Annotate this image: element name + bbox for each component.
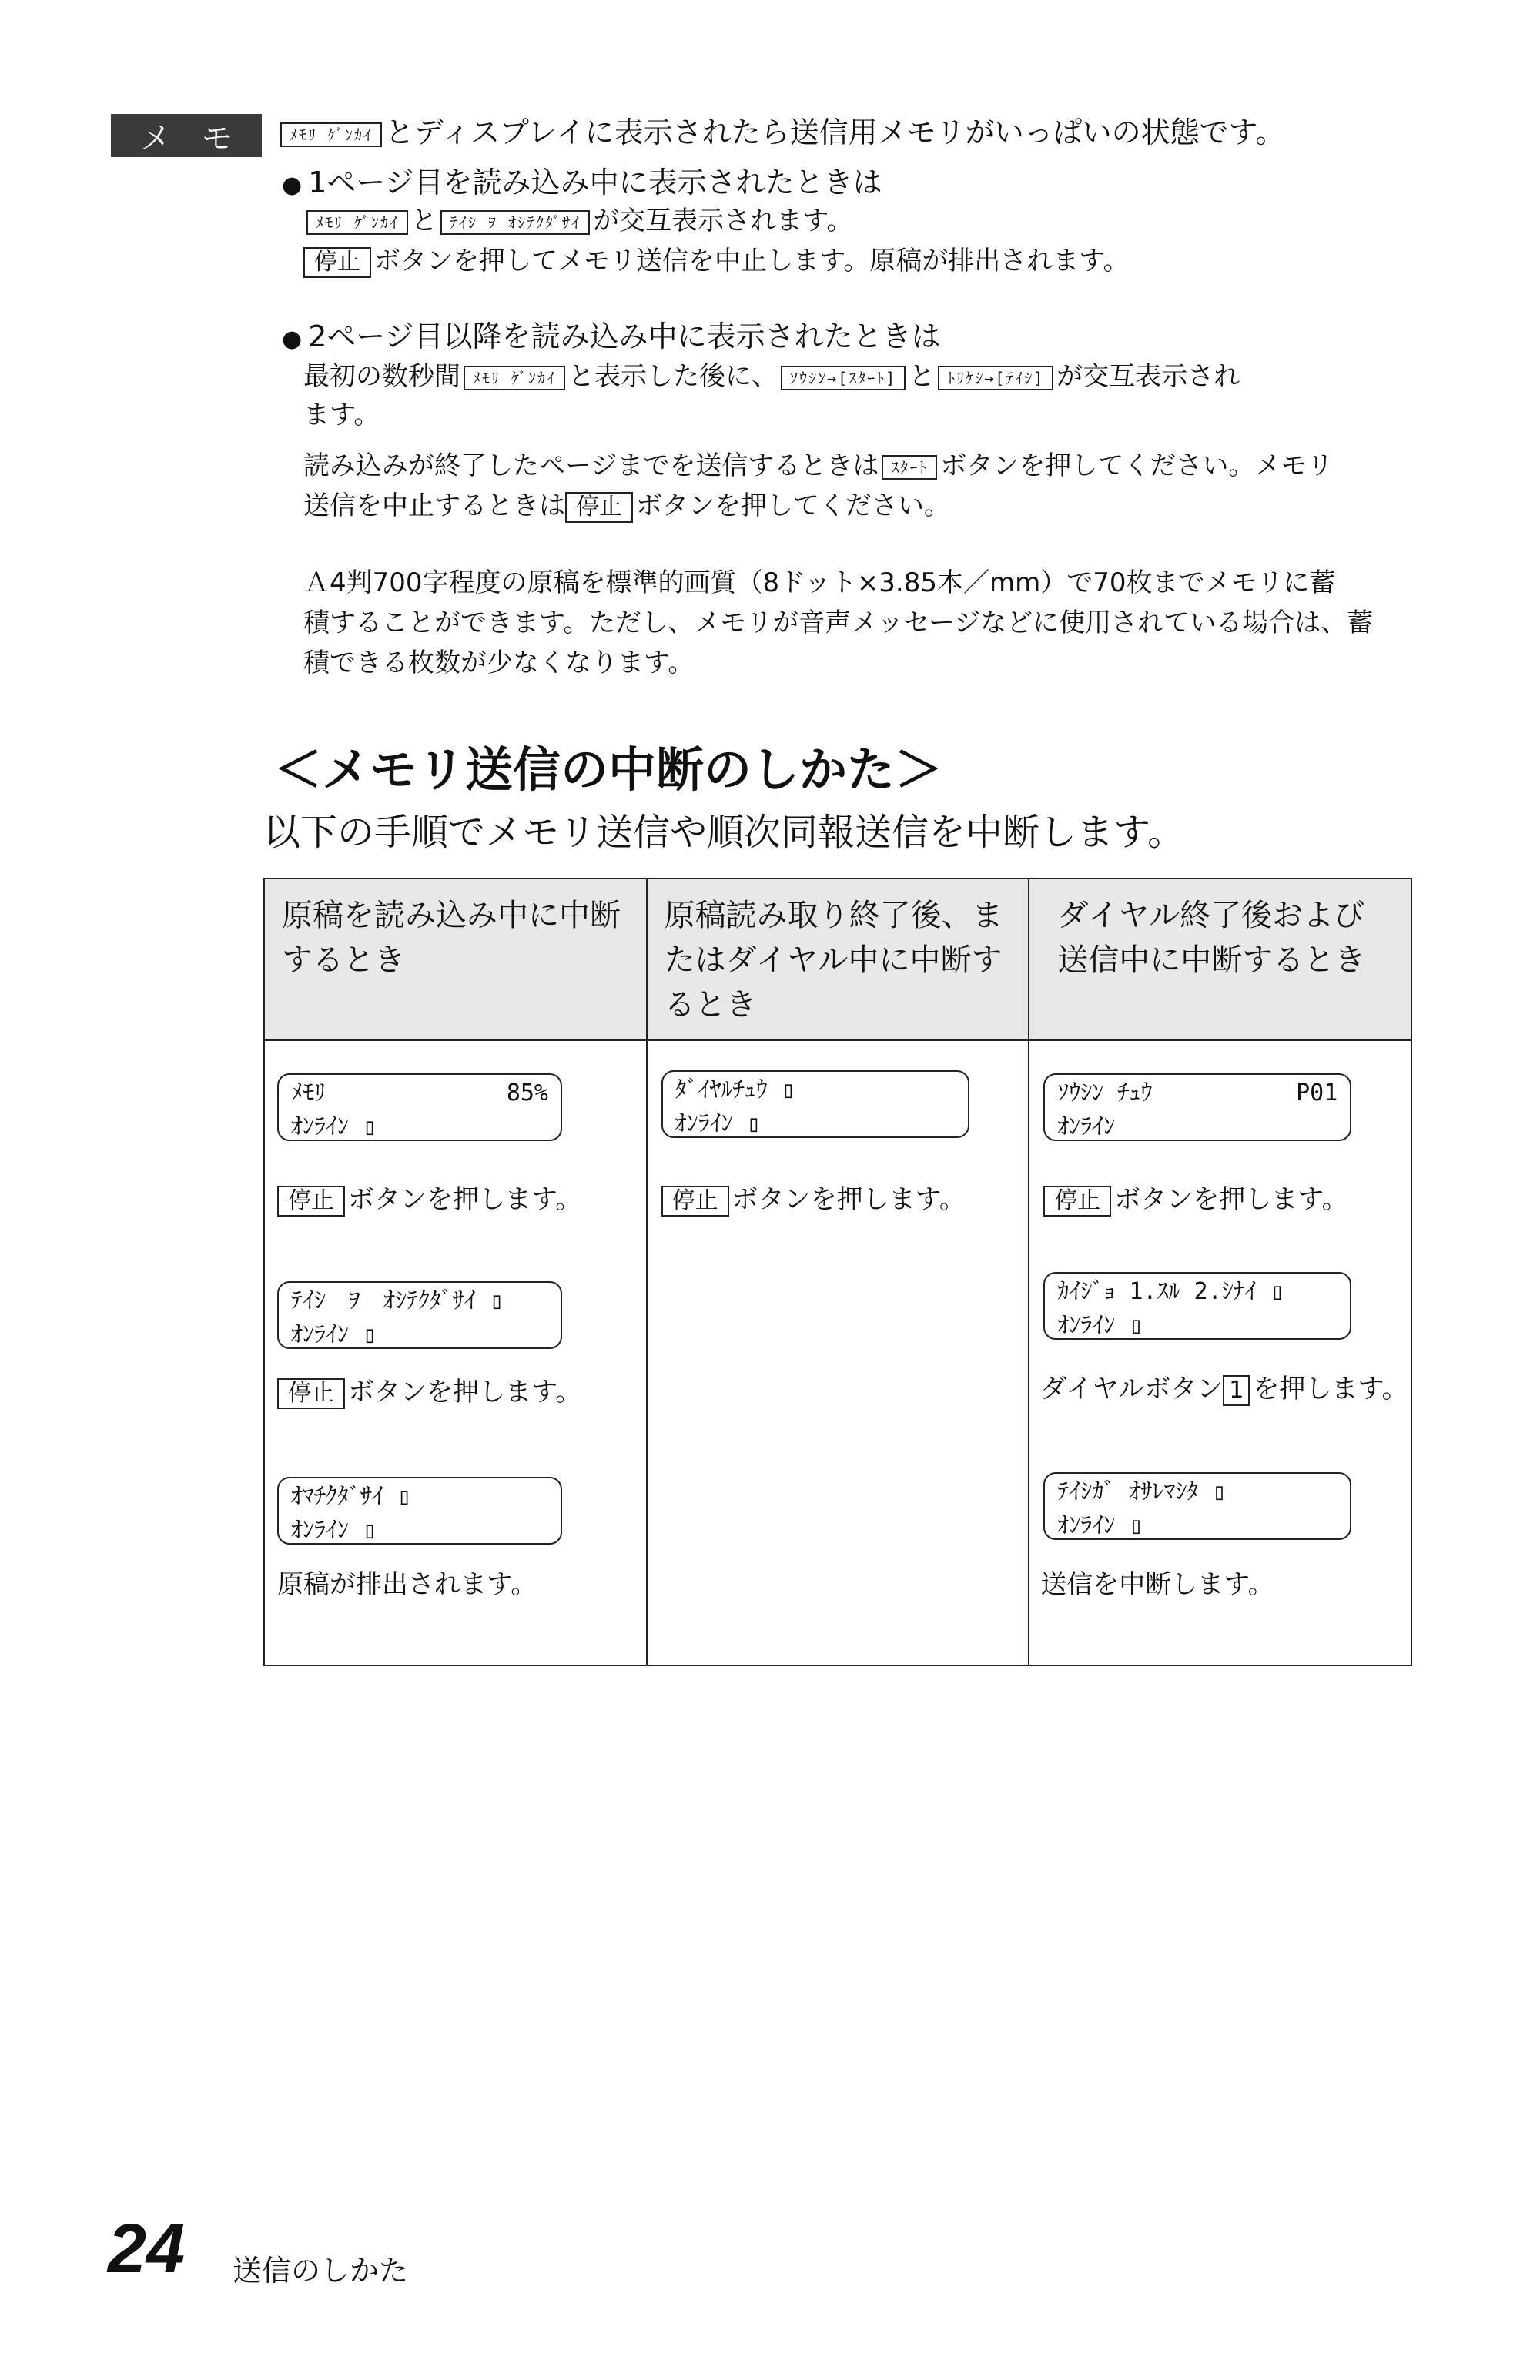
stop-button-label: 停止: [1043, 1186, 1111, 1217]
stop-button-label: 停止: [277, 1186, 345, 1217]
column-header-reading: 原稿を読み込み中に中断 するとき: [264, 879, 647, 1040]
lcd-message-box: ﾄﾘｹｼ→[ﾃｲｼ]: [938, 366, 1053, 390]
stop-button-label: 停止: [277, 1378, 345, 1409]
bullet-icon: ●: [282, 326, 303, 353]
memo-note-line3: 積できる枚数が少なくなります。: [303, 648, 695, 678]
table-body-row: [264, 1040, 1411, 1665]
table-header-row: [264, 879, 1411, 1040]
column-after-scan: [647, 1040, 1029, 1665]
lcd-message-box: ﾃｲｼ ｦ ｵｼﾃｸﾀﾞｻｲ: [440, 210, 590, 235]
step-instruction: 停止 ボタンを押します。: [277, 1371, 581, 1409]
page-section-title: 送信のしかた: [233, 2254, 409, 2288]
bullet1-line1: ﾒﾓﾘ ｹﾞﾝｶｲ と ﾃｲｼ ｦ ｵｼﾃｸﾀﾞｻｲ が交互表示されます。: [303, 202, 852, 240]
bullet2-title: ● 2ページ目以降を読み込み中に表示されたときは: [282, 320, 941, 353]
column-header-after-scan: 原稿読み取り終了後、ま たはダイヤル中に中断す るとき: [647, 879, 1029, 1040]
bullet2-line2: ます。: [303, 400, 380, 430]
step-instruction: 停止 ボタンを押します。: [1043, 1178, 1348, 1217]
bullet1-line2: 停止 ボタンを押してメモリ送信を中止します。原稿が排出されます。: [303, 242, 1130, 280]
column-header-sending: ダイヤル終了後および 送信中に中断するとき: [1029, 879, 1411, 1040]
lcd-message-box: ﾒﾓﾘ ｹﾞﾝｶｲ: [280, 122, 382, 147]
memo-line1: ﾒﾓﾘ ｹﾞﾝｶｲ とディスプレイに表示されたら送信用メモリがいっぱいの状態です。: [277, 112, 1285, 153]
dial-button-1-label: 1: [1223, 1375, 1250, 1406]
bullet2-line4: 送信を中止するときは 停止 ボタンを押してください。: [303, 490, 950, 521]
bullet2-line1: 最初の数秒間 ﾒﾓﾘ ｹﾞﾝｶｲ と表示した後に、 ｿｳｼﾝ→[ｽﾀｰﾄ] と ﾄﾘｹｼ→[ﾃｲｼ] が交互表示され: [303, 361, 1240, 392]
lcd-message-box: ｿｳｼﾝ→[ｽﾀｰﾄ]: [781, 366, 906, 390]
lcd-display: ﾒﾓﾘ 85% ｵﾝﾗｲﾝ ▯: [277, 1073, 562, 1141]
lcd-message-box: ﾒﾓﾘ ｹﾞﾝｶｲ: [464, 366, 565, 390]
step-instruction: 原稿が排出されます。: [277, 1569, 537, 1600]
lcd-message-box: ﾒﾓﾘ ｹﾞﾝｶｲ: [306, 210, 408, 235]
start-button-label: ｽﾀｰﾄ: [882, 455, 937, 480]
memo-note-line1: Ａ4判700字程度の原稿を標準的画質（8ドット×3.85本／mm）で70枚までメモリに蓄: [303, 567, 1336, 598]
bullet1-title: ● 1ページ目を読み込み中に表示されたときは: [282, 166, 882, 199]
step-instruction: 停止 ボタンを押します。: [661, 1178, 966, 1217]
lcd-display: ｶｲｼﾞｮ 1.ｽﾙ 2.ｼﾅｲ ▯ ｵﾝﾗｲﾝ ▯: [1043, 1272, 1351, 1340]
step-instruction: 送信を中断します。: [1040, 1569, 1274, 1600]
stop-button-label: 停止: [661, 1186, 729, 1217]
step-instruction: 停止 ボタンを押します。: [277, 1178, 581, 1217]
bullet2-line3: 読み込みが終了したページまでを送信するときは ｽﾀｰﾄ ボタンを押してください。メモリ: [303, 450, 1334, 481]
stop-button-label: 停止: [303, 247, 371, 278]
column-reading: [264, 1040, 647, 1665]
lcd-display: ｿｳｼﾝ ﾁｭｳ P01 ｵﾝﾗｲﾝ: [1043, 1073, 1351, 1141]
column-sending: [1029, 1040, 1411, 1665]
section-heading: ＜メモリ送信の中断のしかた＞: [274, 741, 943, 798]
lcd-display: ｵﾏﾁｸﾀﾞｻｲ ▯ ｵﾝﾗｲﾝ ▯: [277, 1477, 562, 1545]
procedure-table: [263, 878, 1412, 1666]
lcd-display: ﾀﾞｲﾔﾙﾁｭｳ ▯ ｵﾝﾗｲﾝ ▯: [661, 1070, 969, 1138]
lcd-display: ﾃｲｼ ｦ ｵｼﾃｸﾀﾞｻｲ ▯ ｵﾝﾗｲﾝ ▯: [277, 1281, 562, 1349]
memo-note-line2: 積することができます。ただし、メモリが音声メッセージなどに使用されている場合は、蓄: [303, 608, 1374, 638]
page-number: 24: [108, 2211, 186, 2288]
step-instruction: ダイヤルボタン 1 を押します。: [1040, 1374, 1408, 1404]
memo-label: メ モ: [111, 114, 262, 157]
bullet-icon: ●: [282, 172, 303, 199]
lcd-display: ﾃｲｼｶﾞ ｵｻﾚﾏｼﾀ ▯ ｵﾝﾗｲﾝ ▯: [1043, 1472, 1351, 1540]
section-subheading: 以下の手順でメモリ送信や順次同報送信を中断します。: [263, 811, 1185, 854]
stop-button-label: 停止: [565, 492, 633, 523]
